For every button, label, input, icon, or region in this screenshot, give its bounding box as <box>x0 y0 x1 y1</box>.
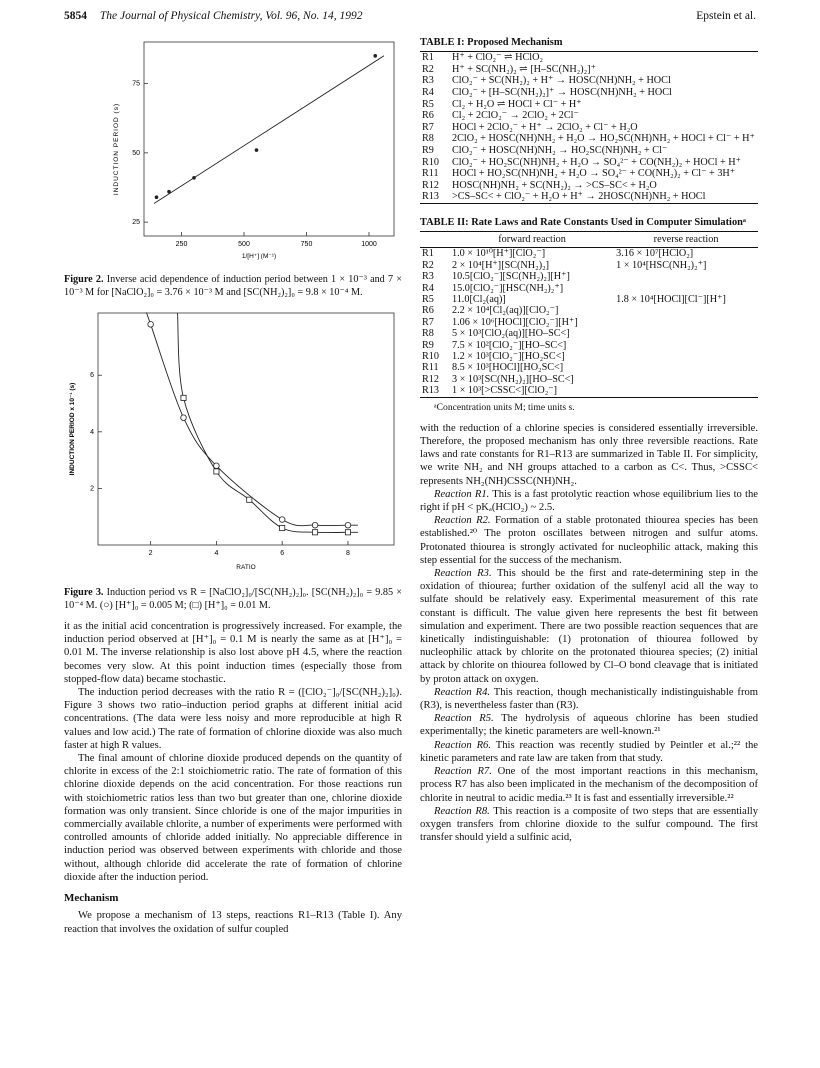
reaction-id: R8 <box>422 328 434 340</box>
reaction-equation: >CS–SC< + ClO₂⁻ + H₂O + H⁺ → 2HOSC(NH)NH₂ + HOCl <box>452 191 706 203</box>
body-paragraph: Reaction R3. This should be the first and rate-determining step in the oxidation of thiourea; further oxidation of the sulfenyl acid all the way to sulfate should be relatively easy. Experimental measurement of this rate constant is difficult. The value given here represents the best fit between simulation and experiment. There are two possible reaction sequences that are kinetically indistinguishable: (1) protonation of thiourea followed by nucleophilic attack by chlorite on the protonated thiourea species; (2) initial attack by chlorite on thiourea followed by Cl–O bond cleavage that is initiated by proton attack on oxygen. <box>420 568 758 685</box>
table-1-row <box>420 122 758 134</box>
reaction-equation: ClO₂⁻ + HO₂SC(NH)NH₂ + H₂O → SO₄²⁻ + CO(NH₂)₂ + HOCl + H⁺ <box>452 156 741 168</box>
x-tick-label: 500 <box>238 241 250 248</box>
figure-2-label: Figure 2. <box>64 274 104 286</box>
y-tick-label: 4 <box>90 428 94 436</box>
reverse-rate <box>614 374 758 385</box>
reaction-id: R10 <box>422 350 439 362</box>
reaction-id: R4 <box>422 282 434 294</box>
table-2-row <box>420 385 758 397</box>
body-paragraph: The induction period decreases with the ratio R = ([ClO₂⁻]₀/[SC(NH₂)₂]₀). Figure 3 shows two ratio–induction period graphs at different initial acid concentrations. (The data were less noisy and more reproducible at high R values and low acid.) The rate of formation of chlorine dioxide was also much faster at high R values. <box>64 687 402 751</box>
forward-rate: 1 × 10³[>CSSC<][ClO₂⁻] <box>452 385 558 397</box>
table-2-row <box>420 260 758 271</box>
table-2-row <box>420 294 758 305</box>
reaction-id: R5 <box>422 293 434 305</box>
body-paragraph: with the reduction of a chlorine species is considered essentially irreversible. Therefore, the proposed mechanism has only three reversible reactions. Rate laws and rate constants for R1–R13 are summarized in Table II. For simplicity, we write NH₂ and NH groups attached to a carbon as C<. Thus, >CSSC< represents NH₂(NH)CSSC(NH)NH₂. <box>420 422 758 487</box>
reverse-rate: 3.16 × 10⁷[HClO₂] <box>616 248 694 260</box>
reaction-equation: H⁺ + SC(NH₂)₂ ⇌ [H–SC(NH₂)₂]⁺ <box>452 63 596 75</box>
table-1-row <box>420 145 758 157</box>
reaction-id: R2 <box>422 259 434 271</box>
reaction-lead: Reaction R8. <box>434 805 490 817</box>
reaction-lead: Reaction R7. <box>434 766 492 778</box>
body-paragraph: Reaction R8. This reaction is a composite of two steps that are essentially oxygen transfers from chlorine dioxide to the sulfur compound. The first transfer should yield a sulfinic acid, <box>420 805 759 844</box>
data-point <box>373 54 377 58</box>
reaction-id: R6 <box>422 110 434 122</box>
data-point-circle <box>181 415 187 421</box>
series-line <box>178 313 358 533</box>
figure-2 <box>64 36 402 299</box>
y-tick-label: 25 <box>132 219 140 227</box>
fit-line <box>154 56 384 204</box>
data-point-square <box>312 530 317 535</box>
table-2-row <box>420 374 758 385</box>
table-2-header-id <box>420 232 450 248</box>
body-paragraph: Reaction R4. This reaction, though mechanistically indistinguishable from (R3), is nevertheless faster than (R3). <box>420 686 759 712</box>
body-paragraph: Reaction R6. This reaction was recently studied by Peintler et al.;²² the kinetic parameters and rate law are taken from that study. <box>420 739 759 764</box>
page-number: 5854 <box>64 10 87 22</box>
x-tick-label: 4 <box>214 550 219 558</box>
figure-3-label: Figure 3. <box>64 587 104 599</box>
reverse-rate <box>614 271 758 282</box>
reaction-equation: Cl₂ + H₂O ⇌ HOCl + Cl⁻ + H⁺ <box>452 98 582 110</box>
reverse-rate: 1 × 10⁴[HSC(NH₂)₂⁺] <box>616 259 707 271</box>
reaction-id: R12 <box>422 373 439 385</box>
table-1-row <box>420 99 758 111</box>
data-point <box>255 148 259 152</box>
journal-name: The Journal of Physical Chemistry, Vol. 96, No. 14, 1992 <box>99 10 363 22</box>
reaction-equation: H⁺ + ClO₂⁻ ⇌ HClO₂ <box>452 52 544 64</box>
table-2-row <box>420 328 758 339</box>
reaction-id: R5 <box>422 98 434 110</box>
reaction-id: R10 <box>422 156 439 168</box>
y-tick-label: 6 <box>90 372 94 380</box>
table-2-row <box>420 340 758 351</box>
reaction-id: R3 <box>422 75 434 87</box>
figure-2-caption <box>64 274 402 299</box>
body-paragraph: The final amount of chlorine dioxide produced depends on the quantity of chlorite in excess of the 2:1 stoichiometric ratio. The rate of formation of this chlorine dioxide depends on the acid concentration. For those reactions run with stoichiometric ratios less than two but greater than one, chlorine dioxide formation was only transient. Since chloride is one of the major impurities in commercially available chlorite, a number of experiments were performed with controlled amounts of chloride added initially. No appreciable difference in induction period was observed between experiments with chloride and those without, although chloride did accelerate the rate of formation of chlorine dioxide after the induction period. <box>64 753 402 883</box>
data-point <box>192 176 196 180</box>
forward-rate: 8.5 × 10³[HOCl][HO₂SC<] <box>452 362 564 374</box>
x-tick-label: 750 <box>300 241 313 248</box>
body-paragraph: Reaction R1. This is a fast protolytic reaction whose equilibrium lies to the right if pH < pKₐ(HClO₂) ~ 2.5. <box>420 488 758 514</box>
table-2 <box>420 231 758 397</box>
y-tick-label: 75 <box>132 80 140 88</box>
x-axis-label: RATIO <box>236 564 256 572</box>
data-point-square <box>345 530 350 535</box>
reaction-equation: HOCl + 2ClO₂⁻ + H⁺ → 2ClO₂ + Cl⁻ + H₂O <box>452 121 638 133</box>
x-axis-label: 1/[H⁺] (M⁻¹) <box>241 253 277 260</box>
running-authors: Epstein et al. <box>696 10 756 22</box>
table-1-row <box>420 157 758 169</box>
data-point-square <box>181 395 186 400</box>
data-point-square <box>247 497 252 502</box>
data-point-circle <box>148 322 154 328</box>
x-tick-label: 2 <box>148 550 153 558</box>
reaction-lead: Reaction R5. <box>434 713 494 725</box>
table-1-row <box>420 133 758 145</box>
figure-2-caption-text: Inverse acid dependence of induction period between 1 × 10⁻³ and 7 × 10⁻³ M for [NaClO₂]₀ = 3.76 × 10⁻³ M and [SC(NH₂)₂]₀ = 9.8 × 10⁻⁴ M. <box>64 274 403 298</box>
table-1-row <box>420 87 758 99</box>
data-point-circle <box>345 522 351 528</box>
reaction-id: R9 <box>422 144 434 156</box>
y-axis-label: INDUCTION PERIOD (s) <box>113 102 120 196</box>
reaction-lead: Reaction R3. <box>434 568 492 580</box>
table-1-row <box>420 52 758 64</box>
forward-rate: 1.06 × 10⁶[HOCl][ClO₂⁻][H⁺] <box>452 316 578 328</box>
table-2-footnote: ᵃConcentration units M; time units s. <box>434 401 575 413</box>
reverse-rate <box>614 362 758 373</box>
forward-rate: 3 × 10³[SC(NH₂)₂][HO–SC<] <box>452 373 574 385</box>
data-point-square <box>280 525 285 530</box>
right-body-text <box>420 422 758 845</box>
forward-rate: 10.5[ClO₂⁻][SC(NH₂)₂][H⁺] <box>452 271 570 283</box>
table-1-title: TABLE I: Proposed Mechanism <box>420 37 563 48</box>
table-1-row <box>420 110 758 122</box>
reaction-equation: Cl₂ + 2ClO₂⁻ → 2ClO₂ + 2Cl⁻ <box>452 110 579 122</box>
page-header <box>64 10 756 28</box>
reaction-equation: ClO₂⁻ + HOSC(NH)NH₂ → HO₂SC(NH)NH₂ + Cl⁻ <box>452 144 668 156</box>
body-paragraph: Reaction R5. The hydrolysis of aqueous chlorine has been studied experimentally; the kinetic parameters are well-known.²¹ <box>420 713 758 738</box>
forward-rate: 1.0 × 10¹⁰[H⁺][ClO₂⁻] <box>452 248 546 260</box>
forward-rate: 2 × 10⁴[H⁺][SC(NH₂)₂] <box>452 259 550 271</box>
reaction-lead: Reaction R2. <box>434 515 491 527</box>
reaction-lead: Reaction R6. <box>434 739 492 751</box>
reaction-id: R4 <box>422 86 434 98</box>
table-1 <box>420 51 758 204</box>
reverse-rate: 1.8 × 10⁴[HOCl][Cl⁻][H⁺] <box>616 293 726 305</box>
reaction-id: R12 <box>422 179 439 191</box>
plot-frame <box>98 313 394 545</box>
table-1-row <box>420 168 758 180</box>
reaction-equation: HOSC(NH)NH₂ + SC(NH₂)₂ → >CS–SC< + H₂O <box>452 179 657 191</box>
y-tick-label: 50 <box>132 149 140 157</box>
data-point <box>155 195 159 199</box>
figure-3 <box>64 307 402 612</box>
reverse-rate <box>614 283 758 294</box>
data-point-circle <box>312 522 318 528</box>
data-point <box>167 190 171 194</box>
table-2-row <box>420 248 758 260</box>
figure-3-caption <box>64 587 402 612</box>
x-tick-label: 1000 <box>361 241 377 248</box>
plot-frame <box>144 42 394 236</box>
reaction-equation: ClO₂⁻ + [H–SC(NH₂)₂]⁺ → HOSC(NH)NH₂ + HOCl <box>452 86 672 98</box>
table-2-row <box>420 305 758 316</box>
reaction-equation: ClO₂⁻ + SC(NH₂)₂ + H⁺ → HOSC(NH)NH₂ + HOCl <box>452 75 671 87</box>
body-paragraph: it as the initial acid concentration is progressively increased. For example, the induction period observed at [H⁺]₀ = 0.1 M is nearly the same as at [H⁺]₀ = 0.01 M. The inverse relationship is also lost above pH 4.5, where the reaction becomes very slow. At this point induction times (especially those from stopped-flow data) became stochastic. <box>64 621 402 685</box>
right-column <box>420 36 758 844</box>
body-paragraph: Reaction R2. Formation of a stable protonated thiourea species has been established.²⁰ The proton oscillates between nitrogen and sulfur atoms. Protonated thiourea is strongly activated for nucleophilic attack, making this step essential for the success of the mechanism. <box>420 515 759 566</box>
table-2-header-forward: forward reaction <box>450 232 614 248</box>
table-1-row <box>420 191 758 203</box>
forward-rate: 7.5 × 10²[ClO₂⁻][HO–SC<] <box>452 339 567 351</box>
reaction-id: R13 <box>422 191 439 203</box>
table-2-row <box>420 283 758 294</box>
table-2-row <box>420 362 758 373</box>
table-1-row <box>420 64 758 76</box>
forward-rate: 15.0[ClO₂⁻][HSC(NH₂)₂⁺] <box>452 282 564 294</box>
reverse-rate <box>614 351 758 362</box>
reaction-equation: 2ClO₂ + HOSC(NH)NH₂ + H₂O → HO₂SC(NH)NH₂ + HOCl + Cl⁻ + H⁺ <box>452 133 755 145</box>
reverse-rate <box>614 317 758 328</box>
reverse-rate <box>614 305 758 316</box>
forward-rate: 2.2 × 10⁴[Cl₂(aq)][ClO₂⁻] <box>452 305 559 317</box>
x-tick-label: 6 <box>280 550 285 558</box>
figure-3-caption-text: Induction period vs R = [NaClO₂]₀/[SC(NH₂)₂]₀. [SC(NH₂)₂]₀ = 9.85 × 10⁻⁴ M. (○) [H⁺]₀ = 0.005 M; (□) [H⁺]₀ = 0.01 M. <box>64 587 403 611</box>
table-2-row <box>420 271 758 282</box>
reaction-id: R8 <box>422 133 434 145</box>
table-1-row <box>420 75 758 87</box>
y-tick-label: 2 <box>90 485 94 493</box>
forward-rate: 11.0[Cl₂(aq)] <box>452 293 506 305</box>
reaction-id: R9 <box>422 339 434 351</box>
data-point-circle <box>279 517 285 523</box>
left-column <box>64 36 402 936</box>
reaction-id: R7 <box>422 121 434 133</box>
reverse-rate <box>614 385 758 397</box>
reaction-id: R2 <box>422 63 434 75</box>
forward-rate: 1.2 × 10³[ClO₂⁻][HO₂SC<] <box>452 350 565 362</box>
section-heading: Mechanism <box>64 892 119 905</box>
table-1-row <box>420 180 758 192</box>
reaction-id: R1 <box>422 52 434 64</box>
table-2-header-reverse: reverse reaction <box>614 232 758 248</box>
body-paragraph: We propose a mechanism of 13 steps, reactions R1–R13 (Table I). Any reaction that involves the oxidation of sulfur coupled <box>64 910 402 935</box>
reaction-id: R11 <box>422 362 439 374</box>
x-tick-label: 8 <box>346 550 350 558</box>
reverse-rate <box>614 340 758 351</box>
reaction-lead: Reaction R4. <box>434 686 491 698</box>
table-2-row <box>420 351 758 362</box>
figure-3-plot <box>64 307 402 579</box>
reaction-id: R13 <box>422 385 439 397</box>
reaction-lead: Reaction R1. <box>434 488 490 500</box>
y-axis-label: INDUCTION PERIOD x 10⁻¹ (s) <box>69 382 76 476</box>
table-2-row <box>420 317 758 328</box>
data-point-square <box>214 469 219 474</box>
reaction-id: R1 <box>422 248 434 260</box>
forward-rate: 5 × 10³[ClO₂(aq)][HO–SC<] <box>452 328 570 340</box>
figure-2-plot <box>64 36 402 266</box>
reaction-equation: HOCl + HO₂SC(NH)NH₂ + H₂O → SO₄²⁻ + CO(NH₂)₂ + Cl⁻ + 3H⁺ <box>452 168 736 180</box>
reverse-rate <box>614 328 758 339</box>
body-paragraph: Reaction R7. One of the most important reactions in this mechanism, process R7 has also been implicated in the mechanism of the decomposition of chlorite in neutral to acidic media.²³ It is fast and essentially irreversible.²² <box>420 766 758 804</box>
reaction-id: R3 <box>422 271 434 283</box>
table-2-title: TABLE II: Rate Laws and Rate Constants Used in Computer Simulationᵃ <box>420 216 746 228</box>
reaction-id: R6 <box>422 305 434 317</box>
x-tick-label: 250 <box>175 241 188 248</box>
reaction-id: R11 <box>422 168 439 180</box>
reaction-id: R7 <box>422 316 434 328</box>
